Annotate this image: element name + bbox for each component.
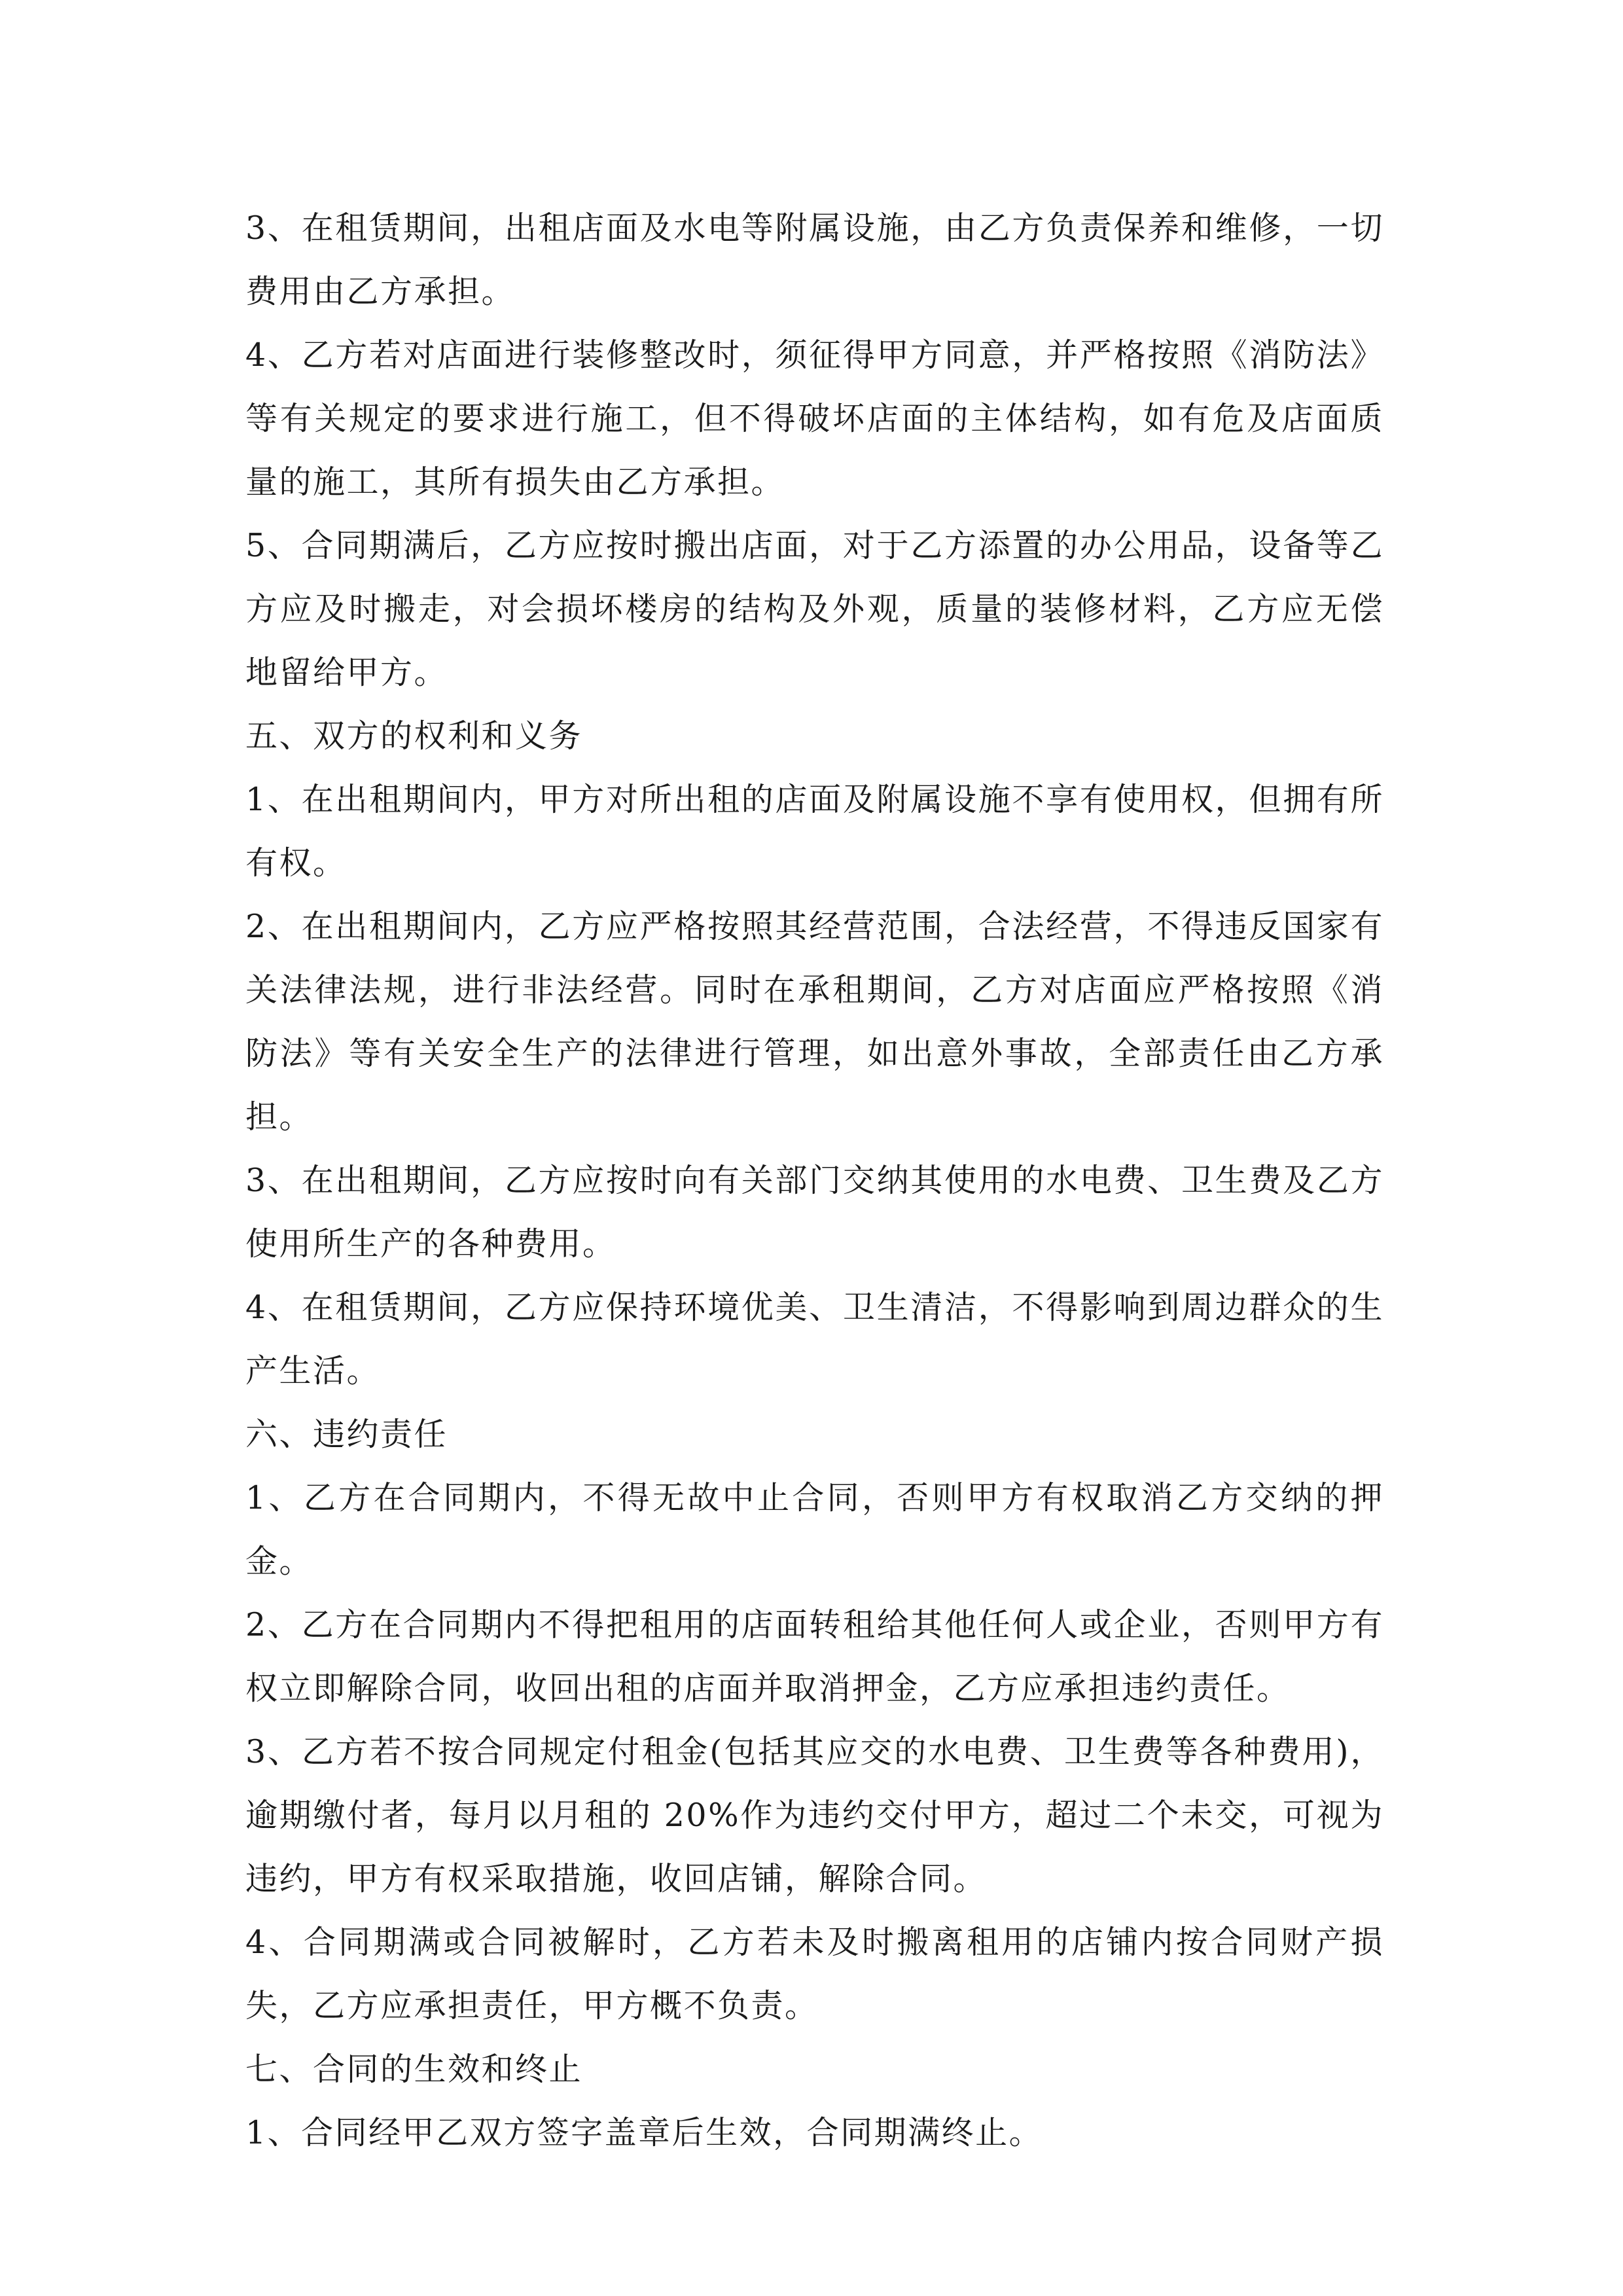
section-heading-6: 六、违约责任 — [245, 1416, 448, 1453]
section-heading-7: 七、合同的生效和终止 — [245, 2051, 583, 2088]
clause-5-1: 1、在出租期间内，甲方对所出租的店面及附属设施不享有使用权，但拥有所有权。 — [245, 781, 1384, 882]
section-heading-5: 五、双方的权利和义务 — [245, 717, 583, 755]
clause-5-2: 2、在出租期间内，乙方应严格按照其经营范围，合法经营，不得违反国家有关法律法规，进行非法经营。同时在承租期间，乙方对店面应严格按照《消防法》等有关安全生产的法律进行管理，如出意外事故，全部责任由乙方承担。 — [245, 908, 1384, 1136]
clause-6-4: 4、合同期满或合同被解时，乙方若未及时搬离租用的店铺内按合同财产损失，乙方应承担责任，甲方概不负责。 — [245, 1924, 1384, 2024]
clause-4-5: 5、合同期满后，乙方应按时搬出店面，对于乙方添置的办公用品，设备等乙方应及时搬走，对会损坏楼房的结构及外观，质量的装修材料，乙方应无偿地留给甲方。 — [245, 527, 1384, 691]
clause-4-4: 4、乙方若对店面进行装修整改时，须征得甲方同意，并严格按照《消防法》等有关规定的要求进行施工，但不得破坏店面的主体结构，如有危及店面质量的施工，其所有损失由乙方承担。 — [245, 336, 1384, 501]
clause-6-3: 3、乙方若不按合同规定付租金(包括其应交的水电费、卫生费等各种费用)，逾期缴付者，每月以月租的 20%作为违约交付甲方，超过二个未交，可视为违约，甲方有权采取措施，收回店铺，解除合同。 — [245, 1733, 1384, 1897]
clause-7-1: 1、合同经甲乙双方签字盖章后生效，合同期满终止。 — [245, 2114, 1043, 2151]
clause-5-3: 3、在出租期间，乙方应按时向有关部门交纳其使用的水电费、卫生费及乙方使用所生产的各种费用。 — [245, 1162, 1384, 1263]
clause-5-4: 4、在租赁期间，乙方应保持环境优美、卫生清洁，不得影响到周边群众的生产生活。 — [245, 1289, 1384, 1390]
clause-6-2: 2、乙方在合同期内不得把租用的店面转租给其他任何人或企业，否则甲方有权立即解除合同，收回出租的店面并取消押金，乙方应承担违约责任。 — [245, 1606, 1384, 1707]
clause-4-3: 3、在租赁期间，出租店面及水电等附属设施，由乙方负责保养和维修，一切费用由乙方承担。 — [245, 209, 1384, 310]
clause-6-1: 1、乙方在合同期内，不得无故中止合同，否则甲方有权取消乙方交纳的押金。 — [245, 1479, 1384, 1580]
document-body — [245, 196, 1384, 2164]
